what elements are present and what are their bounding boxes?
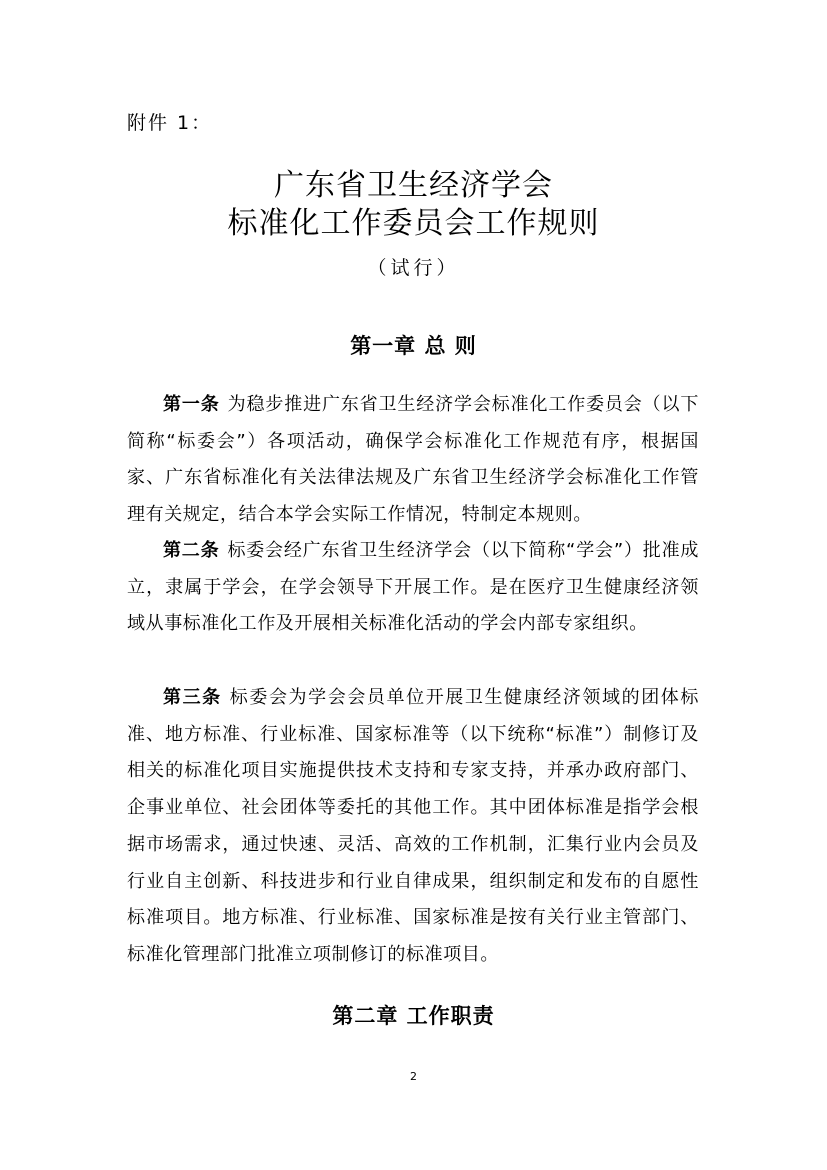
- attachment-label: 附件 1：: [127, 112, 213, 134]
- article-3: [127, 680, 699, 974]
- article-1: [127, 387, 699, 534]
- article-label: 第三条: [163, 687, 222, 708]
- trial-note: （试行）: [367, 257, 460, 279]
- article-label: 第一条: [163, 394, 220, 415]
- article-text: 为稳步推进广东省卫生经济学会标准化工作委员会（以下简称“标委会”）各项活动，确保学会标准化工作规范有序，根据国家、广东省标准化有关法律法规及广东省卫生经济学会标准化工作管理有关规定，结合本学会实际工作情况，特制定本规则。: [127, 394, 699, 526]
- chapter-heading-1: 第一章 总 则: [350, 334, 477, 358]
- article-text: 标委会为学会会员单位开展卫生健康经济领域的团体标准、地方标准、行业标准、国家标准等（以下统称“标准”）制修订及相关的标准化项目实施提供技术支持和专家支持，并承办政府部门、企事业单位、社会团体等委托的其他工作。其中团体标准是指学会根据市场需求，通过快速、灵活、高效的工作机制，汇集行业内会员及行业自主创新、科技进步和行业自律成果，组织制定和发布的自愿性标准项目。地方标准、行业标准、国家标准是按有关行业主管部门、标准化管理部门批准立项制修订的标准项目。: [127, 687, 699, 965]
- article-text: 标委会经广东省卫生经济学会（以下简称“学会”）批准成立，隶属于学会，在学会领导下开展工作。是在医疗卫生健康经济领域从事标准化工作及开展相关标准化活动的学会内部专家组织。: [127, 540, 699, 635]
- article-label: 第二条: [163, 540, 220, 561]
- document-title-line1: 广东省卫生经济学会: [274, 168, 553, 203]
- chapter-heading-2: 第二章 工作职责: [332, 1004, 495, 1028]
- document-title-line2: 标准化工作委员会工作规则: [227, 206, 600, 241]
- page-number: 2: [410, 1070, 417, 1083]
- article-2: [127, 533, 699, 643]
